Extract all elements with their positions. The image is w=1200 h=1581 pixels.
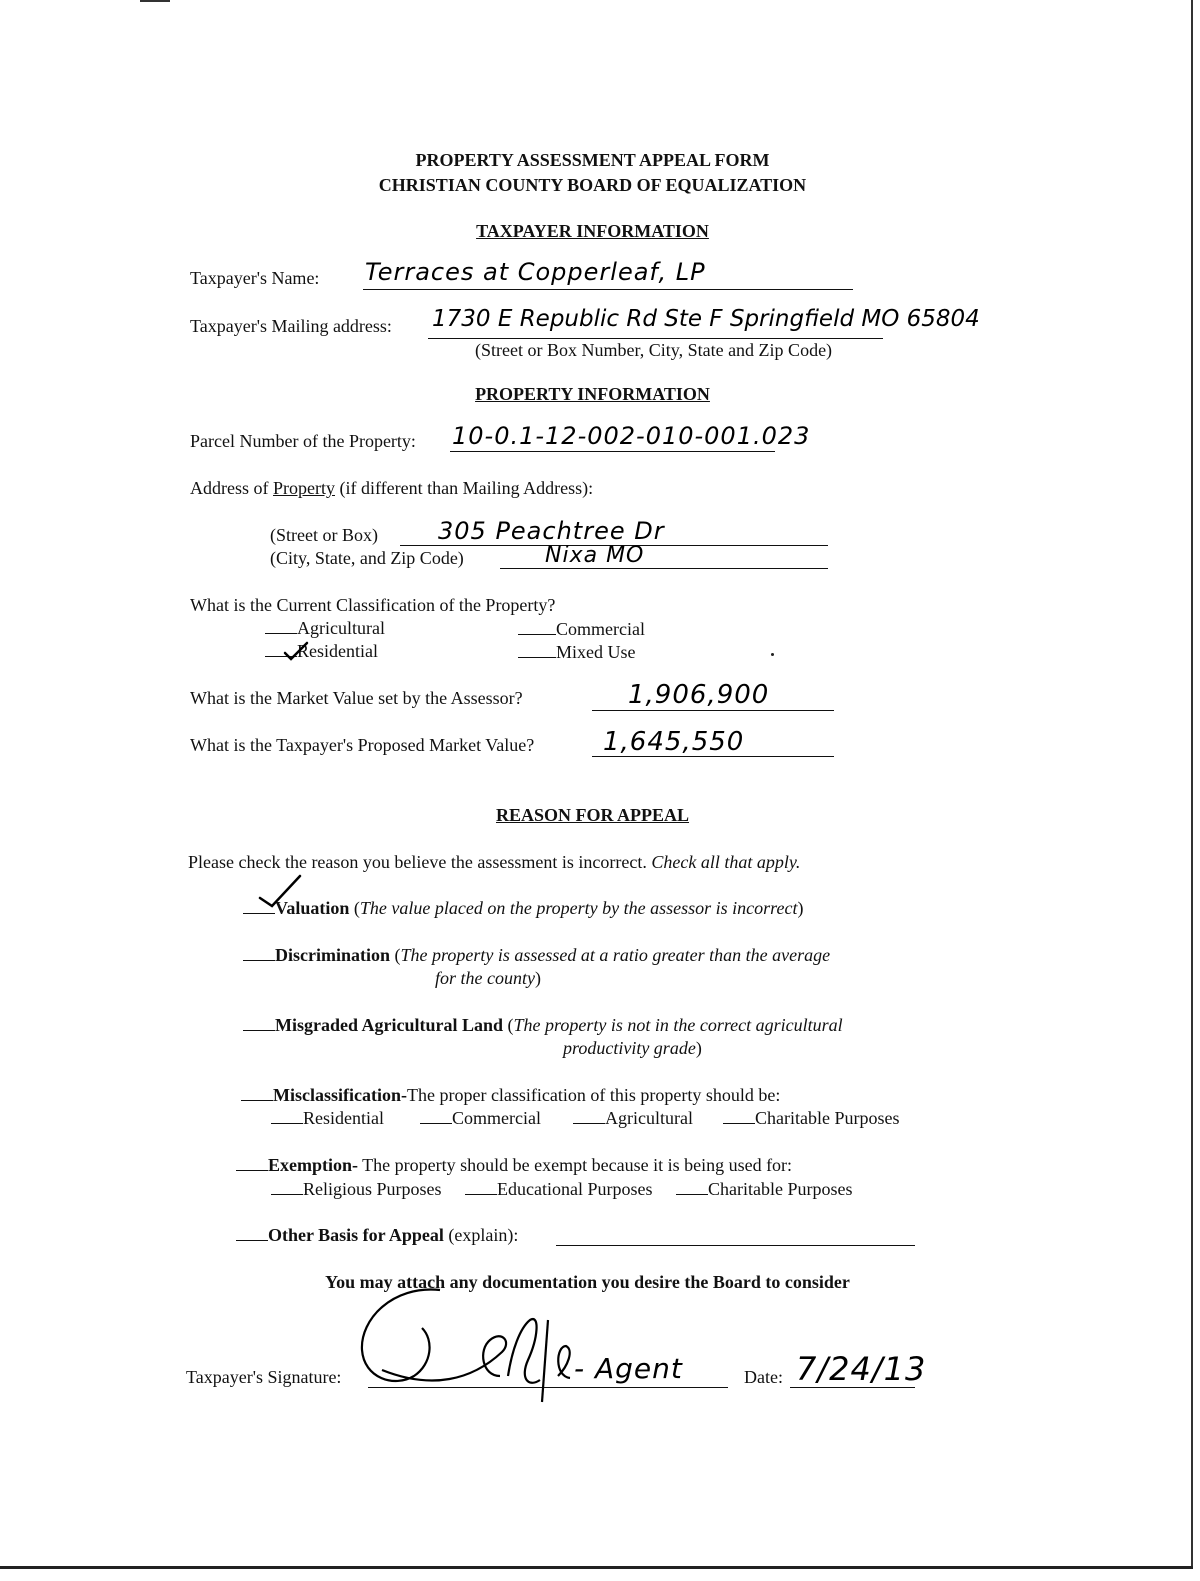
city-label: (City, State, and Zip Code) <box>270 548 464 568</box>
misclass-charitable-option: Charitable Purposes <box>723 1108 899 1129</box>
misclass-agricultural-option: Agricultural <box>573 1108 693 1129</box>
stray-dot <box>771 653 774 656</box>
mailing-address-hint: (Street or Box Number, City, State and Zip Code) <box>475 340 833 360</box>
valuation-option: Valuation (The value placed on the property by the assessor is incorrect) <box>243 898 803 919</box>
discrimination-option: Discrimination (The property is assessed at a ratio greater than the average <box>243 945 830 966</box>
street-value: 305 Peachtree Dr <box>438 517 665 545</box>
exempt-charitable-option: Charitable Purposes <box>676 1179 852 1200</box>
form-title: PROPERTY ASSESSMENT APPEAL FORM <box>415 150 770 170</box>
parcel-value: 10-0.1-12-002-010-001.023 <box>452 422 811 450</box>
page-border-bottom <box>0 1566 1193 1569</box>
mailing-address-line <box>428 338 883 339</box>
date-label: Date: <box>744 1367 783 1387</box>
city-line <box>500 568 828 569</box>
misgraded-desc-line2: productivity grade) <box>563 1038 702 1058</box>
city-value: Nixa MO <box>545 543 645 568</box>
misclassification-option: Misclassification-The proper classification of this property should be: <box>241 1085 780 1106</box>
reason-section-heading: REASON FOR APPEAL <box>495 805 690 825</box>
signature-label: Taxpayer's Signature: <box>186 1367 342 1387</box>
taxpayer-name-label: Taxpayer's Name: <box>190 268 320 288</box>
class-mixed-label: Mixed Use <box>556 642 636 662</box>
taxpayer-signature <box>352 1280 652 1420</box>
property-address-label: Address of Property (if different than Mailing Address): <box>190 478 594 498</box>
mailing-address-value: 1730 E Republic Rd Ste F Springfield MO 65804 <box>432 306 980 332</box>
attach-note: You may attach any documentation you desire the Board to consider <box>325 1272 850 1292</box>
property-section-heading: PROPERTY INFORMATION <box>475 384 710 404</box>
class-residential-label: Residential <box>297 641 378 661</box>
class-agricultural-label: Agricultural <box>297 618 385 638</box>
market-value-value: 1,906,900 <box>628 680 770 710</box>
reason-instruction: Please check the reason you believe the assessment is incorrect. Check all that apply. <box>188 852 801 872</box>
taxpayer-name-line <box>363 289 853 290</box>
residential-check-mark <box>282 640 310 662</box>
discrimination-desc-line2: for the county) <box>435 968 541 988</box>
market-value-label: What is the Market Value set by the Assessor? <box>190 688 523 708</box>
proposed-value-label: What is the Taxpayer's Proposed Market Value? <box>190 735 535 755</box>
scan-mark <box>140 0 170 2</box>
market-value-line <box>592 710 834 711</box>
class-commercial-option <box>518 619 645 640</box>
valuation-check-mark <box>256 872 304 910</box>
proposed-value-value: 1,645,550 <box>603 727 745 757</box>
exempt-religious-option: Religious Purposes <box>271 1179 442 1200</box>
other-basis-option: Other Basis for Appeal (explain): <box>236 1225 518 1246</box>
misgraded-option: Misgraded Agricultural Land (The property is not in the correct agricultural <box>243 1015 843 1036</box>
other-basis-line <box>556 1245 915 1246</box>
exempt-educational-option: Educational Purposes <box>465 1179 652 1200</box>
misclass-residential-option: Residential <box>271 1108 384 1129</box>
misclass-commercial-option: Commercial <box>420 1108 541 1129</box>
taxpayer-section-heading: TAXPAYER INFORMATION <box>476 221 709 241</box>
mailing-address-label: Taxpayer's Mailing address: <box>190 316 392 336</box>
page-border-right <box>1191 0 1193 1568</box>
class-mixed-option <box>518 642 636 663</box>
class-agricultural-option <box>265 618 385 639</box>
form-subtitle: CHRISTIAN COUNTY BOARD OF EQUALIZATION <box>378 175 807 195</box>
exemption-option: Exemption- The property should be exempt because it is being used for: <box>236 1155 792 1176</box>
date-value: 7/24/13 <box>796 1350 927 1388</box>
classification-question: What is the Current Classification of the Property? <box>190 595 556 615</box>
class-commercial-label: Commercial <box>556 619 645 639</box>
street-label: (Street or Box) <box>270 525 378 545</box>
parcel-line <box>450 451 775 452</box>
taxpayer-name-value: Terraces at Copperleaf, LP <box>365 258 706 286</box>
signature-agent-text: - Agent <box>574 1352 683 1385</box>
parcel-label: Parcel Number of the Property: <box>190 431 416 451</box>
